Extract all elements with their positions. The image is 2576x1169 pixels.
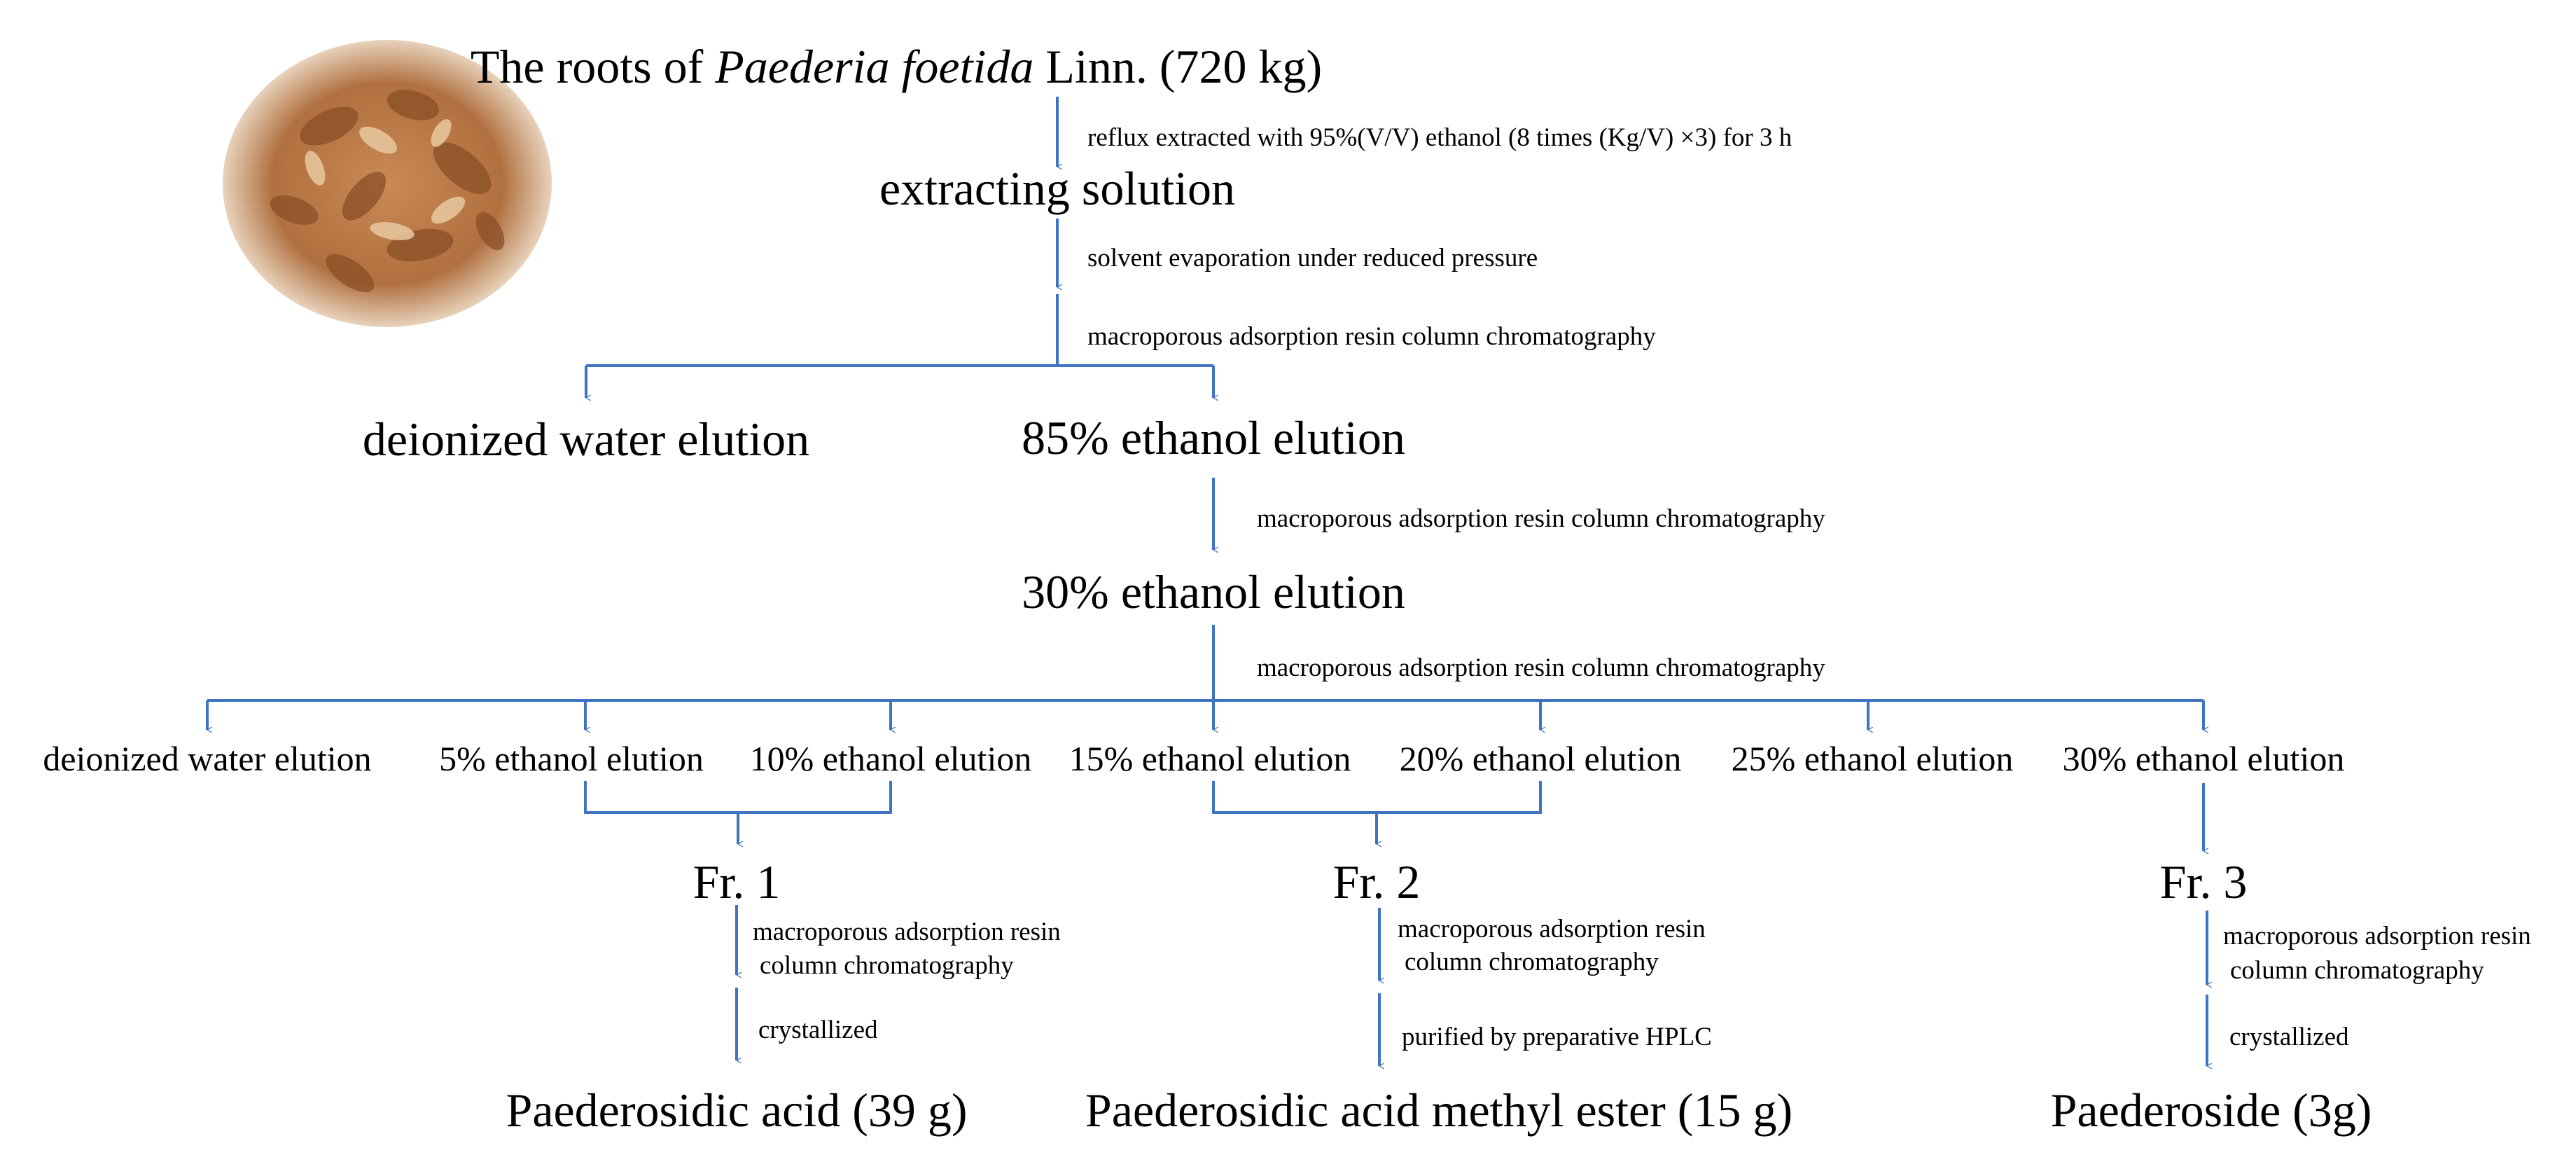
step-evaporation: solvent evaporation under reduced pressure <box>1087 244 1538 272</box>
fr1-crystallized: crystallized <box>758 1016 878 1044</box>
fr-elution-20: 20% ethanol elution <box>1399 739 1682 778</box>
fr1-resin-line2: column chromatography <box>760 951 1014 980</box>
fr-elution-5: 5% ethanol elution <box>439 739 704 778</box>
fr-elution-25: 25% ethanol elution <box>1731 739 2014 778</box>
ethanol-85-node: 85% ethanol elution <box>1022 411 1405 464</box>
step-reflux: reflux extracted with 95%(V/V) ethanol (8 times (Kg/V) ×3) for 3 h <box>1087 123 1792 152</box>
fr-elution-10: 10% ethanol elution <box>749 739 1032 778</box>
product-paederosidic-acid: Paederosidic acid (39 g) <box>506 1084 968 1137</box>
deionized-water-elution-node: deionized water elution <box>362 413 810 466</box>
fr3-resin-line1: macroporous adsorption resin <box>2223 922 2531 950</box>
merge-bracket-fr2 <box>1213 781 1540 812</box>
fr3-resin-line2: column chromatography <box>2230 956 2484 985</box>
step-resin-3: macroporous adsorption resin column chromatography <box>1257 653 1825 682</box>
fr3-crystallized: crystallized <box>2229 1023 2349 1051</box>
fr1-node: Fr. 1 <box>692 855 781 908</box>
ethanol-30-main-node: 30% ethanol elution <box>1022 565 1405 618</box>
fr1-resin-line1: macroporous adsorption resin <box>753 918 1061 946</box>
fr2-resin-line2: column chromatography <box>1405 948 1659 976</box>
fr2-node: Fr. 2 <box>1332 855 1421 908</box>
fr-elution-water: deionized water elution <box>43 739 372 778</box>
product-paederosidic-acid-methyl-ester: Paederosidic acid methyl ester (15 g) <box>1085 1084 1793 1137</box>
step-resin-2: macroporous adsorption resin column chromatography <box>1257 504 1825 533</box>
merge-bracket-fr1 <box>585 781 891 812</box>
fr3-node: Fr. 3 <box>2159 855 2248 908</box>
product-paederoside: Paederoside (3g) <box>2050 1084 2372 1137</box>
step-resin-1: macroporous adsorption resin column chromatography <box>1087 322 1656 351</box>
fr-elution-15: 15% ethanol elution <box>1068 739 1351 778</box>
roots-node: The roots of Paederia foetida Linn. (720 kg) <box>470 40 1323 93</box>
fr-elution-30: 30% ethanol elution <box>2062 739 2345 778</box>
fr2-hplc: purified by preparative HPLC <box>1402 1023 1712 1051</box>
fr2-resin-line1: macroporous adsorption resin <box>1398 915 1706 943</box>
extracting-solution-node: extracting solution <box>879 162 1236 215</box>
